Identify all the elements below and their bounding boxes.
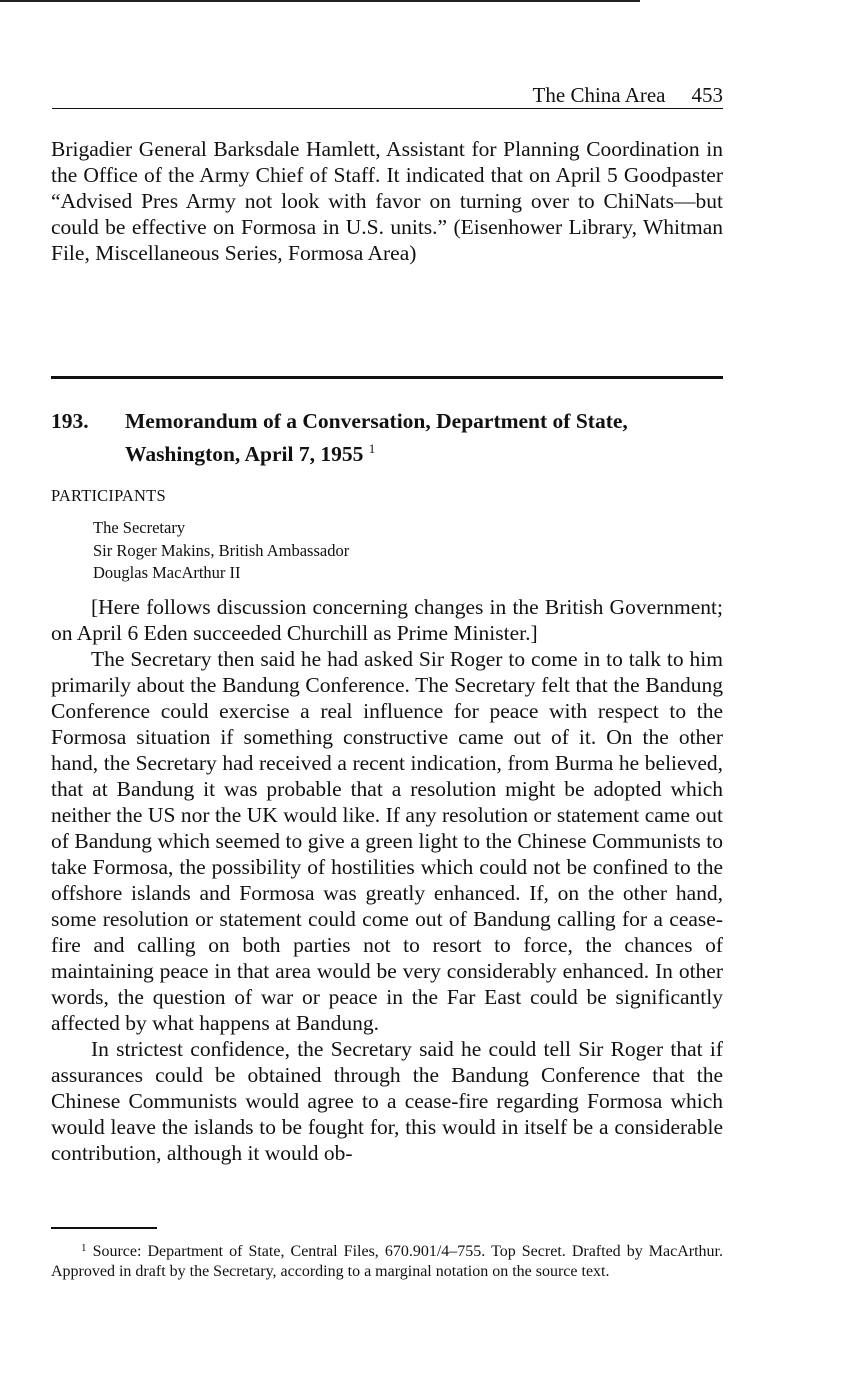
footnote-marker: 1 [81,1242,87,1254]
body-paragraph: [Here follows discussion concerning changes in the British Government; on April 6 Eden succeeded Churchill as Prime Minister.] [51,595,723,645]
footnote-text: Source: Department of State, Central Files, 670.901/4–755. Top Secret. Drafted by MacArthur. Approved in draft by the Secretary, according to a marginal notation on the source text. [51,1243,724,1280]
footnote [51,1238,723,1282]
document-heading [51,408,723,468]
running-head-section: The China Area [532,83,666,107]
body-paragraph: The Secretary then said he had asked Sir Roger to come in to talk to him primarily about the Bandung Conference. The Secretary felt that the Bandung Conference could exercise a real influence for peace with respect to the Formosa situation if something constructive came out of it. On the other hand, the Secretary had received a recent indication, from Burma he believed, that at Bandung it was probable that a resolution might be adopted which neither the US nor the UK would like. If any resolution or statement came out of Bandung which seemed to give a green light to the Chinese Communists to take Formosa, the possibility of hostilities which could not be confined to the offshore islands and Formosa was greatly enhanced. If, on the other hand, some resolution or statement could come out of Bandung calling for a cease-fire and calling on both parties not to resort to force, the chances of maintaining peace in that area would be very considerably enhanced. In other words, the question of war or peace in the Far East could be significantly affected by what happens at Bandung. [51,647,723,1035]
memorandum-body [51,594,723,1166]
participant: Sir Roger Makins, British Ambassador [93,540,350,560]
footnote-rule [51,1227,157,1229]
document-footnote-marker[interactable]: 1 [368,441,376,456]
participants-list [93,517,349,585]
document-title-wrap [125,408,723,468]
running-head [52,82,723,109]
body-paragraph: In strictest confidence, the Secretary said he could tell Sir Roger that if assurances could be obtained through the Bandung Conference that the Chinese Communists would agree to a cease-fire regarding Formosa which would leave the islands to be fought for, this would in itself be a considerable contribution, although it would ob- [51,1037,723,1165]
document-title: Memorandum of a Conversation, Department of State, Washington, April 7, 1955 [125,409,628,466]
participant: Douglas MacArthur II [93,563,241,582]
participant: The Secretary [93,518,186,537]
page-top-edge-rule [0,0,640,2]
carry-over-paragraph: Brigadier General Barksdale Hamlett, Assistant for Planning Coordination in the Office of the Army Chief of Staff. It indicated that on April 5 Goodpaster “Advised Pres Army not look with favor on turning over to ChiNats—but could be effective on Formosa in U.S. units.” (Eisenhower Library, Whitman File, Miscellaneous Series, Formosa Area) [51,137,723,265]
page-number: 453 [691,83,723,107]
participants-label: PARTICIPANTS [51,486,166,505]
document-number: 193. [51,409,89,433]
section-divider [51,376,723,379]
